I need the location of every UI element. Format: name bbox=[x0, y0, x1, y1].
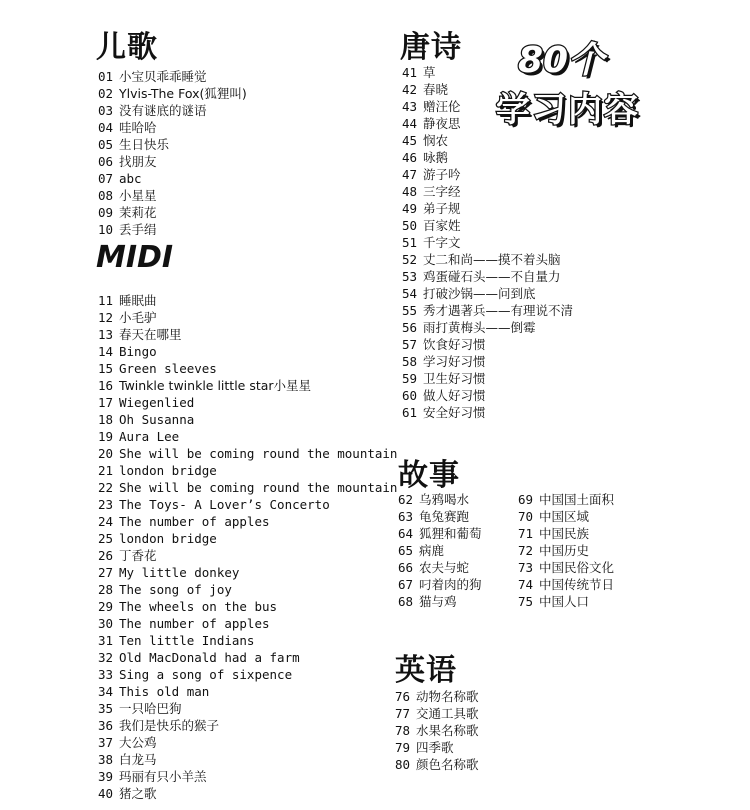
item-number: 66 bbox=[398, 560, 414, 575]
list-item bbox=[402, 353, 573, 370]
list-item bbox=[398, 542, 482, 559]
heading-gushi: 故事 bbox=[398, 458, 460, 493]
item-number: 24 bbox=[98, 514, 114, 529]
list-item bbox=[98, 717, 397, 734]
list-item bbox=[402, 336, 573, 353]
list-item bbox=[395, 705, 479, 722]
gushi-list-left bbox=[398, 491, 482, 610]
item-title: 茉莉花 bbox=[119, 205, 157, 220]
item-title: This old man bbox=[119, 684, 210, 699]
erge-list bbox=[98, 68, 247, 238]
list-item bbox=[98, 598, 397, 615]
item-number: 26 bbox=[98, 548, 114, 563]
list-item bbox=[98, 343, 397, 360]
list-item bbox=[518, 593, 614, 610]
item-number: 06 bbox=[98, 154, 114, 169]
item-number: 04 bbox=[98, 120, 114, 135]
item-number: 02 bbox=[98, 86, 114, 101]
list-item bbox=[98, 513, 397, 530]
list-item bbox=[98, 496, 397, 513]
list-item bbox=[402, 166, 573, 183]
list-item bbox=[518, 576, 614, 593]
list-item bbox=[398, 576, 482, 593]
item-title: 小宝贝乖乖睡觉 bbox=[119, 69, 207, 84]
list-item bbox=[98, 734, 397, 751]
heading-yingyu: 英语 bbox=[395, 653, 457, 688]
list-item bbox=[518, 542, 614, 559]
item-number: 70 bbox=[518, 509, 534, 524]
item-title: 中国传统节日 bbox=[539, 577, 615, 592]
item-title: The Toys- A Lover’s Concerto bbox=[119, 497, 330, 512]
item-number: 29 bbox=[98, 599, 114, 614]
item-title: 生日快乐 bbox=[119, 137, 170, 152]
list-item bbox=[402, 149, 573, 166]
item-number: 05 bbox=[98, 137, 114, 152]
list-item bbox=[402, 81, 573, 98]
item-title: 学习好习惯 bbox=[423, 354, 486, 369]
list-item bbox=[518, 508, 614, 525]
item-number: 27 bbox=[98, 565, 114, 580]
item-title: 春天在哪里 bbox=[119, 327, 182, 342]
item-number: 07 bbox=[98, 171, 114, 186]
item-title: abc bbox=[119, 171, 142, 186]
item-number: 55 bbox=[402, 303, 418, 318]
item-title: 中国人口 bbox=[539, 594, 590, 609]
item-title: 中国历史 bbox=[539, 543, 590, 558]
item-number: 19 bbox=[98, 429, 114, 444]
item-number: 49 bbox=[402, 201, 418, 216]
item-number: 65 bbox=[398, 543, 414, 558]
list-item bbox=[98, 683, 397, 700]
item-title: 草 bbox=[423, 65, 436, 80]
item-title: 农夫与蛇 bbox=[419, 560, 470, 575]
item-number: 46 bbox=[402, 150, 418, 165]
item-title: 打破沙锅——问到底 bbox=[423, 286, 536, 301]
midi-list bbox=[98, 292, 397, 802]
list-item bbox=[402, 251, 573, 268]
list-item bbox=[98, 204, 247, 221]
item-number: 43 bbox=[402, 99, 418, 114]
list-item bbox=[98, 751, 397, 768]
item-title: 中国区域 bbox=[539, 509, 590, 524]
item-number: 31 bbox=[98, 633, 114, 648]
item-title: 赠汪伦 bbox=[423, 99, 461, 114]
item-number: 78 bbox=[395, 723, 411, 738]
list-item bbox=[518, 491, 614, 508]
item-number: 33 bbox=[98, 667, 114, 682]
list-item bbox=[98, 411, 397, 428]
badge-line2: 学习内容 bbox=[496, 90, 640, 130]
item-number: 57 bbox=[402, 337, 418, 352]
item-title: Old MacDonald had a farm bbox=[119, 650, 300, 665]
list-item bbox=[98, 360, 397, 377]
item-title: Sing a song of sixpence bbox=[119, 667, 293, 682]
list-item bbox=[98, 153, 247, 170]
list-item bbox=[402, 183, 573, 200]
item-title: Ten little Indians bbox=[119, 633, 255, 648]
list-item bbox=[518, 559, 614, 576]
item-title: 千字文 bbox=[423, 235, 461, 250]
item-title: 中国民族 bbox=[539, 526, 590, 541]
list-item bbox=[395, 722, 479, 739]
item-number: 44 bbox=[402, 116, 418, 131]
item-number: 62 bbox=[398, 492, 414, 507]
item-number: 10 bbox=[98, 222, 114, 237]
item-number: 21 bbox=[98, 463, 114, 478]
heading-midi: MIDI bbox=[96, 240, 174, 275]
item-title: 颜色名称歌 bbox=[416, 757, 479, 772]
item-number: 35 bbox=[98, 701, 114, 716]
item-number: 14 bbox=[98, 344, 114, 359]
item-number: 68 bbox=[398, 594, 414, 609]
list-item bbox=[402, 387, 573, 404]
item-number: 56 bbox=[402, 320, 418, 335]
item-title: Aura Lee bbox=[119, 429, 180, 444]
item-title: 中国民俗文化 bbox=[539, 560, 615, 575]
tangshi-list bbox=[402, 64, 573, 421]
item-title: 中国国土面积 bbox=[539, 492, 615, 507]
item-number: 13 bbox=[98, 327, 114, 342]
item-number: 15 bbox=[98, 361, 114, 376]
list-item bbox=[98, 547, 397, 564]
item-title: 百家姓 bbox=[423, 218, 461, 233]
item-title: 哇哈哈 bbox=[119, 120, 157, 135]
list-item bbox=[402, 302, 573, 319]
list-item bbox=[98, 632, 397, 649]
item-number: 18 bbox=[98, 412, 114, 427]
item-number: 37 bbox=[98, 735, 114, 750]
item-title: london bridge bbox=[119, 463, 217, 478]
item-title: She will be coming round the mountain bbox=[119, 446, 398, 461]
item-title: The number of apples bbox=[119, 514, 270, 529]
list-item bbox=[98, 428, 397, 445]
list-item bbox=[402, 64, 573, 81]
list-item bbox=[98, 445, 397, 462]
item-title: 弟子规 bbox=[423, 201, 461, 216]
item-number: 52 bbox=[402, 252, 418, 267]
list-item bbox=[98, 768, 397, 785]
list-item bbox=[398, 491, 482, 508]
list-item bbox=[402, 234, 573, 251]
list-item bbox=[98, 581, 397, 598]
item-title: 三字经 bbox=[423, 184, 461, 199]
item-title: 狐狸和葡萄 bbox=[419, 526, 482, 541]
item-title: Bingo bbox=[119, 344, 157, 359]
list-item bbox=[395, 688, 479, 705]
item-title: 丈二和尚——摸不着头脑 bbox=[423, 252, 561, 267]
item-title: Twinkle twinkle little star小星星 bbox=[119, 378, 312, 393]
item-number: 69 bbox=[518, 492, 534, 507]
item-number: 38 bbox=[98, 752, 114, 767]
item-title: 小毛驴 bbox=[119, 310, 157, 325]
list-item bbox=[98, 564, 397, 581]
item-number: 45 bbox=[402, 133, 418, 148]
item-number: 34 bbox=[98, 684, 114, 699]
item-number: 41 bbox=[402, 65, 418, 80]
list-item bbox=[402, 98, 573, 115]
item-number: 16 bbox=[98, 378, 114, 393]
item-title: 叼着肉的狗 bbox=[419, 577, 482, 592]
item-number: 74 bbox=[518, 577, 534, 592]
item-number: 73 bbox=[518, 560, 534, 575]
item-number: 75 bbox=[518, 594, 534, 609]
list-item bbox=[98, 170, 247, 187]
item-title: 猪之歌 bbox=[119, 786, 157, 801]
heading-erge: 儿歌 bbox=[96, 30, 158, 65]
item-title: 雨打黄梅头——倒霉 bbox=[423, 320, 536, 335]
item-number: 09 bbox=[98, 205, 114, 220]
item-title: 大公鸡 bbox=[119, 735, 157, 750]
list-item bbox=[402, 404, 573, 421]
item-number: 28 bbox=[98, 582, 114, 597]
item-number: 48 bbox=[402, 184, 418, 199]
list-item bbox=[98, 615, 397, 632]
item-title: Ylvis-The Fox(狐狸叫) bbox=[119, 86, 247, 101]
list-item bbox=[98, 700, 397, 717]
item-title: Oh Susanna bbox=[119, 412, 195, 427]
item-number: 25 bbox=[98, 531, 114, 546]
item-number: 67 bbox=[398, 577, 414, 592]
item-title: The wheels on the bus bbox=[119, 599, 278, 614]
item-title: Green sleeves bbox=[119, 361, 217, 376]
list-item bbox=[98, 68, 247, 85]
item-number: 58 bbox=[402, 354, 418, 369]
item-number: 71 bbox=[518, 526, 534, 541]
list-item bbox=[402, 319, 573, 336]
badge-line1: 80个 bbox=[518, 40, 605, 81]
item-title: She will be coming round the mountain bbox=[119, 480, 398, 495]
list-item bbox=[398, 593, 482, 610]
item-title: 一只哈巴狗 bbox=[119, 701, 182, 716]
item-number: 39 bbox=[98, 769, 114, 784]
list-item bbox=[402, 285, 573, 302]
item-title: 悯农 bbox=[423, 133, 449, 148]
item-number: 79 bbox=[395, 740, 411, 755]
item-title: 游子吟 bbox=[423, 167, 461, 182]
list-item bbox=[98, 785, 397, 802]
item-title: 没有谜底的谜语 bbox=[119, 103, 207, 118]
item-number: 51 bbox=[402, 235, 418, 250]
list-item bbox=[98, 394, 397, 411]
item-title: Wiegenlied bbox=[119, 395, 195, 410]
list-item bbox=[402, 268, 573, 285]
item-number: 20 bbox=[98, 446, 114, 461]
list-item bbox=[98, 187, 247, 204]
item-number: 01 bbox=[98, 69, 114, 84]
item-number: 36 bbox=[98, 718, 114, 733]
item-number: 54 bbox=[402, 286, 418, 301]
item-number: 64 bbox=[398, 526, 414, 541]
list-item bbox=[98, 479, 397, 496]
item-title: 小星星 bbox=[119, 188, 157, 203]
list-item bbox=[398, 508, 482, 525]
item-number: 11 bbox=[98, 293, 114, 308]
list-item bbox=[98, 136, 247, 153]
item-number: 80 bbox=[395, 757, 411, 772]
item-number: 12 bbox=[98, 310, 114, 325]
list-item bbox=[402, 115, 573, 132]
list-item bbox=[395, 739, 479, 756]
item-title: 鸡蛋碰石头——不自量力 bbox=[423, 269, 561, 284]
item-title: 白龙马 bbox=[119, 752, 157, 767]
item-title: 猫与鸡 bbox=[419, 594, 457, 609]
item-title: 四季歌 bbox=[416, 740, 454, 755]
item-title: 我们是快乐的猴子 bbox=[119, 718, 220, 733]
item-title: 玛丽有只小羊羔 bbox=[119, 769, 207, 784]
gushi-list-right bbox=[518, 491, 614, 610]
list-item bbox=[98, 119, 247, 136]
item-number: 77 bbox=[395, 706, 411, 721]
item-title: 丢手绢 bbox=[119, 222, 157, 237]
item-number: 47 bbox=[402, 167, 418, 182]
item-number: 40 bbox=[98, 786, 114, 801]
item-title: 做人好习惯 bbox=[423, 388, 486, 403]
list-item bbox=[98, 292, 397, 309]
item-number: 42 bbox=[402, 82, 418, 97]
item-number: 63 bbox=[398, 509, 414, 524]
item-number: 53 bbox=[402, 269, 418, 284]
item-number: 59 bbox=[402, 371, 418, 386]
item-title: 睡眠曲 bbox=[119, 293, 157, 308]
item-title: My little donkey bbox=[119, 565, 240, 580]
item-number: 76 bbox=[395, 689, 411, 704]
item-title: london bridge bbox=[119, 531, 217, 546]
item-number: 08 bbox=[98, 188, 114, 203]
item-title: 静夜思 bbox=[423, 116, 461, 131]
list-item bbox=[402, 217, 573, 234]
yingyu-list bbox=[395, 688, 479, 773]
list-item bbox=[98, 309, 397, 326]
heading-tangshi: 唐诗 bbox=[400, 30, 462, 65]
list-item bbox=[98, 666, 397, 683]
item-title: 安全好习惯 bbox=[423, 405, 486, 420]
item-number: 03 bbox=[98, 103, 114, 118]
item-title: 水果名称歌 bbox=[416, 723, 479, 738]
list-item bbox=[398, 525, 482, 542]
item-title: 交通工具歌 bbox=[416, 706, 479, 721]
item-number: 61 bbox=[402, 405, 418, 420]
list-item bbox=[98, 377, 397, 394]
list-item bbox=[98, 326, 397, 343]
list-item bbox=[395, 756, 479, 773]
item-title: 动物名称歌 bbox=[416, 689, 479, 704]
item-title: 春晓 bbox=[423, 82, 449, 97]
item-title: 病鹿 bbox=[419, 543, 445, 558]
item-number: 30 bbox=[98, 616, 114, 631]
list-item bbox=[402, 200, 573, 217]
list-item bbox=[402, 132, 573, 149]
list-item bbox=[98, 530, 397, 547]
item-title: 龟兔赛跑 bbox=[419, 509, 470, 524]
item-title: 丁香花 bbox=[119, 548, 157, 563]
item-number: 32 bbox=[98, 650, 114, 665]
item-title: 咏鹅 bbox=[423, 150, 449, 165]
list-item bbox=[98, 649, 397, 666]
list-item bbox=[518, 525, 614, 542]
item-title: 找朋友 bbox=[119, 154, 157, 169]
item-title: 乌鸦喝水 bbox=[419, 492, 470, 507]
list-item bbox=[98, 85, 247, 102]
list-item bbox=[98, 462, 397, 479]
item-number: 23 bbox=[98, 497, 114, 512]
list-item bbox=[98, 102, 247, 119]
item-number: 60 bbox=[402, 388, 418, 403]
list-item bbox=[98, 221, 247, 238]
item-number: 72 bbox=[518, 543, 534, 558]
list-item bbox=[402, 370, 573, 387]
item-title: 卫生好习惯 bbox=[423, 371, 486, 386]
item-title: The song of joy bbox=[119, 582, 232, 597]
item-number: 17 bbox=[98, 395, 114, 410]
item-title: 饮食好习惯 bbox=[423, 337, 486, 352]
list-item bbox=[398, 559, 482, 576]
item-number: 50 bbox=[402, 218, 418, 233]
item-title: 秀才遇著兵——有理说不清 bbox=[423, 303, 574, 318]
item-title: The number of apples bbox=[119, 616, 270, 631]
item-number: 22 bbox=[98, 480, 114, 495]
